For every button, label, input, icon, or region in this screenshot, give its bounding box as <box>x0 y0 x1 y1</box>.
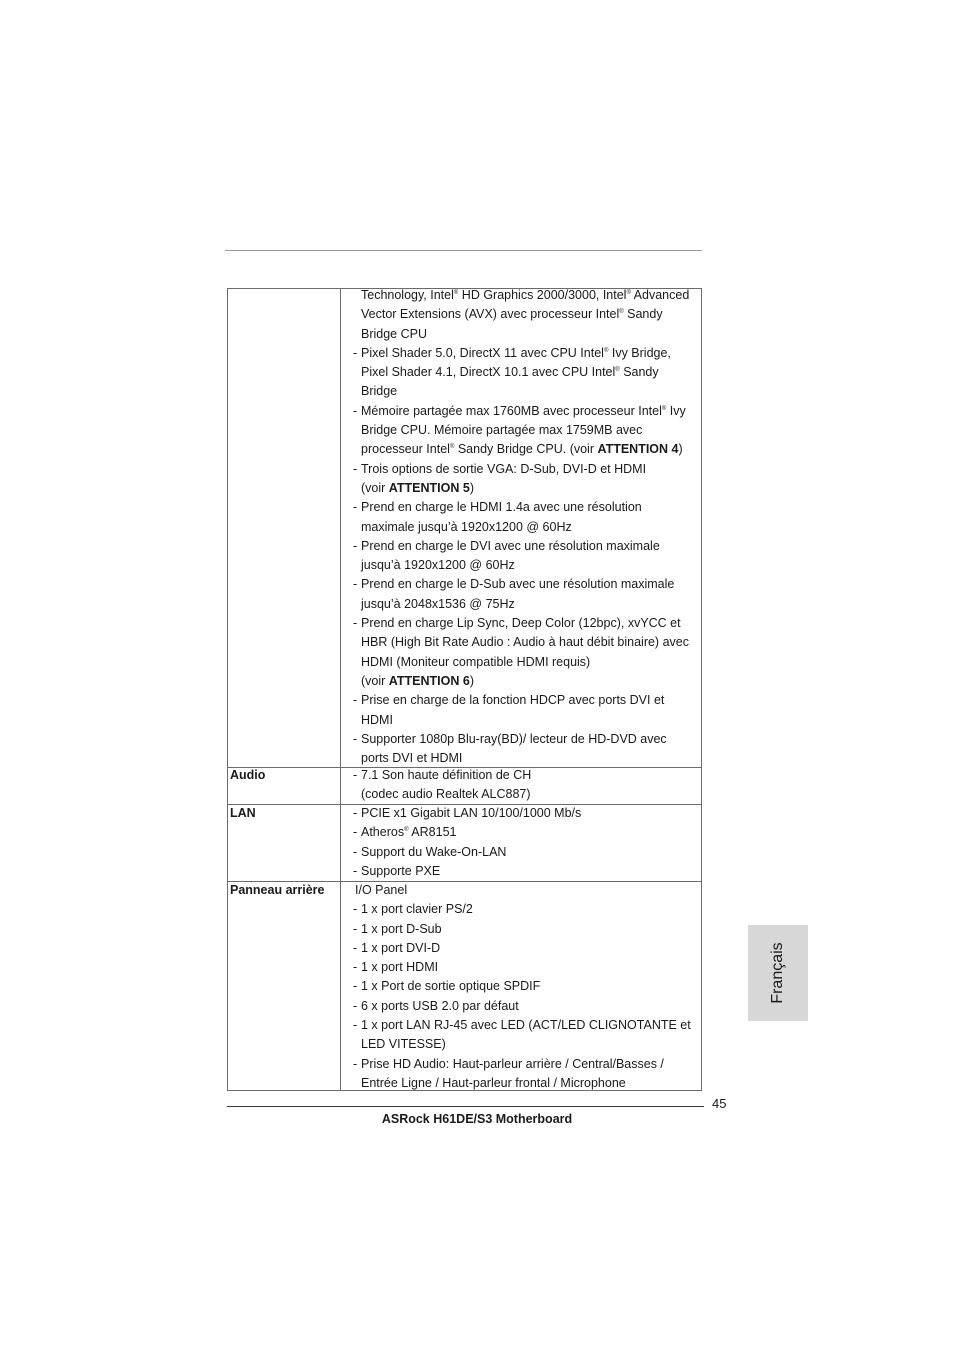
list-item: - Prise en charge de la fonction HDCP avec ports DVI et HDMI <box>353 693 665 727</box>
column-divider <box>340 289 341 1090</box>
list-item: - 6 x ports USB 2.0 par défaut <box>353 998 519 1013</box>
footer-title: ASRock H61DE/S3 Motherboard <box>381 1112 573 1126</box>
list-item: - 1 x port DVI-D <box>353 940 441 955</box>
list-item: - 1 x port clavier PS/2 <box>353 902 473 917</box>
list-item: - Prend en charge le DVI avec une résolution maximale jusqu’à 1920x1200 @ 60Hz <box>353 538 660 573</box>
rear-panel-content <box>353 881 703 1093</box>
graphics-content <box>353 286 703 768</box>
graphics-continuation: Technology, Intel® HD Graphics 2000/3000, Intel® Advanced Vector Extensions (AVX) avec processeur Intel® Sandy Bridge CPU <box>361 288 690 341</box>
list-item: - Mémoire partagée max 1760MB avec processeur Intel® Ivy Bridge CPU. Mémoire partagée max 1759MB avec processeur Intel® Sandy Bridge CPU. (voir ATTENTION 4) <box>353 403 686 457</box>
list-item: - 1 x Port de sortie optique SPDIF <box>353 979 541 994</box>
list-item: - PCIE x1 Gigabit LAN 10/100/1000 Mb/s <box>353 806 582 820</box>
audio-label: Audio <box>230 768 266 782</box>
list-item: - 7.1 Son haute définition de CH (codec audio Realtek ALC887) <box>353 768 532 802</box>
list-item: - Prend en charge le D-Sub avec une résolution maximale jusqu’à 2048x1536 @ 75Hz <box>353 577 675 611</box>
list-item: - Prise HD Audio: Haut-parleur arrière / Central/Basses / Entrée Ligne / Haut-parleur frontal / Microphone <box>353 1056 664 1090</box>
list-item: - 1 x port HDMI <box>353 960 439 975</box>
language-tab-label: Français <box>769 942 786 1004</box>
page-number: 45 <box>712 1096 727 1111</box>
lan-content <box>353 804 703 881</box>
list-item: - Prend en charge le HDMI 1.4a avec une résolution maximale jusqu’à 1920x1200 @ 60Hz <box>353 500 642 534</box>
list-item: - 1 x port LAN RJ-45 avec LED (ACT/LED CLIGNOTANTE et LED VITESSE) <box>353 1018 691 1052</box>
list-item: - Supporter 1080p Blu-ray(BD)/ lecteur de HD-DVD avec ports DVI et HDMI <box>353 731 667 766</box>
footer-rule <box>227 1106 704 1107</box>
list-item: - Support du Wake-On-LAN <box>353 844 507 859</box>
list-item: - Atheros® AR8151 <box>353 825 457 840</box>
list-item: - Supporte PXE <box>353 863 441 878</box>
list-item: - Prend en charge Lip Sync, Deep Color (12bpc), xvYCC et HBR (High Bit Rate Audio : Audio à haut débit binaire) avec HDMI (Moniteur compatible HDMI requis) (voir ATTENTION 6) <box>353 616 689 688</box>
rear-panel-label: Panneau arrière <box>230 883 325 897</box>
list-item: - 1 x port D-Sub <box>353 921 442 936</box>
lan-label: LAN <box>230 806 256 820</box>
language-tab <box>748 925 808 1021</box>
top-rule <box>225 250 702 251</box>
list-item: - Trois options de sortie VGA: D-Sub, DVI-D et HDMI (voir ATTENTION 5) <box>353 461 647 495</box>
audio-content <box>353 766 703 805</box>
list-item: - Pixel Shader 5.0, DirectX 11 avec CPU Intel® Ivy Bridge, Pixel Shader 4.1, DirectX 10.1 avec CPU Intel® Sandy Bridge <box>353 345 671 399</box>
rear-panel-heading: I/O Panel <box>355 883 408 897</box>
spec-table <box>227 288 702 1091</box>
